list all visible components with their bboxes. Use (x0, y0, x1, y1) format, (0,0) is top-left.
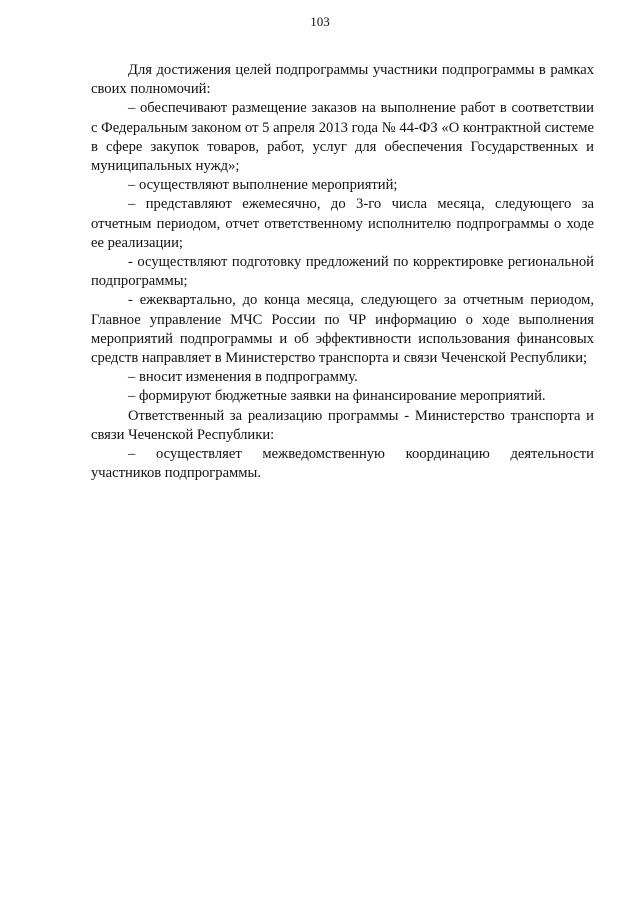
list-item-execution: – осуществляют выполнение мероприятий; (128, 177, 398, 194)
list-item-monthly-report: – представляют ежемесячно, до 3-го числа месяца, следующего за отчетным периодом, отчет ответственному исполнителю подпрограммы о ходе ее реализации; (91, 196, 594, 251)
list-item-proposals: - осуществляют подготовку предложений по корректировке региональной подпрограммы; (91, 254, 594, 290)
list-item-coordination: – осуществляет межведомственную координацию деятельности участников подпрограммы. (91, 446, 594, 482)
paragraph-responsible: Ответственный за реализацию программы - Министерство транспорта и связи Чеченской Республики: (91, 407, 594, 443)
document-body (91, 61, 594, 483)
list-item-orders: – обеспечивают размещение заказов на выполнение работ в соответствии с Федеральным законом от 5 апреля 2013 года № 44-ФЗ «О контрактной системе в сфере закупок товаров, работ, услуг для обеспечения Государственных и муниципальных нужд»; (91, 100, 594, 175)
page-number: 103 (310, 14, 330, 29)
list-item-changes: – вносит изменения в подпрограмму. (128, 369, 358, 386)
list-item-budget-requests: – формируют бюджетные заявки на финансирование мероприятий. (128, 388, 546, 405)
list-item-quarterly-info: - ежеквартально, до конца месяца, следующего за отчетным периодом, Главное управление МЧС России по ЧР информацию о ходе выполнения мероприятий подпрограммы и об эффективности использования финансовых средств направляет в Министерство транспорта и связи Чеченской Республики; (91, 292, 594, 367)
paragraph-intro: Для достижения целей подпрограммы участники подпрограммы в рамках своих полномочий: (91, 62, 594, 98)
